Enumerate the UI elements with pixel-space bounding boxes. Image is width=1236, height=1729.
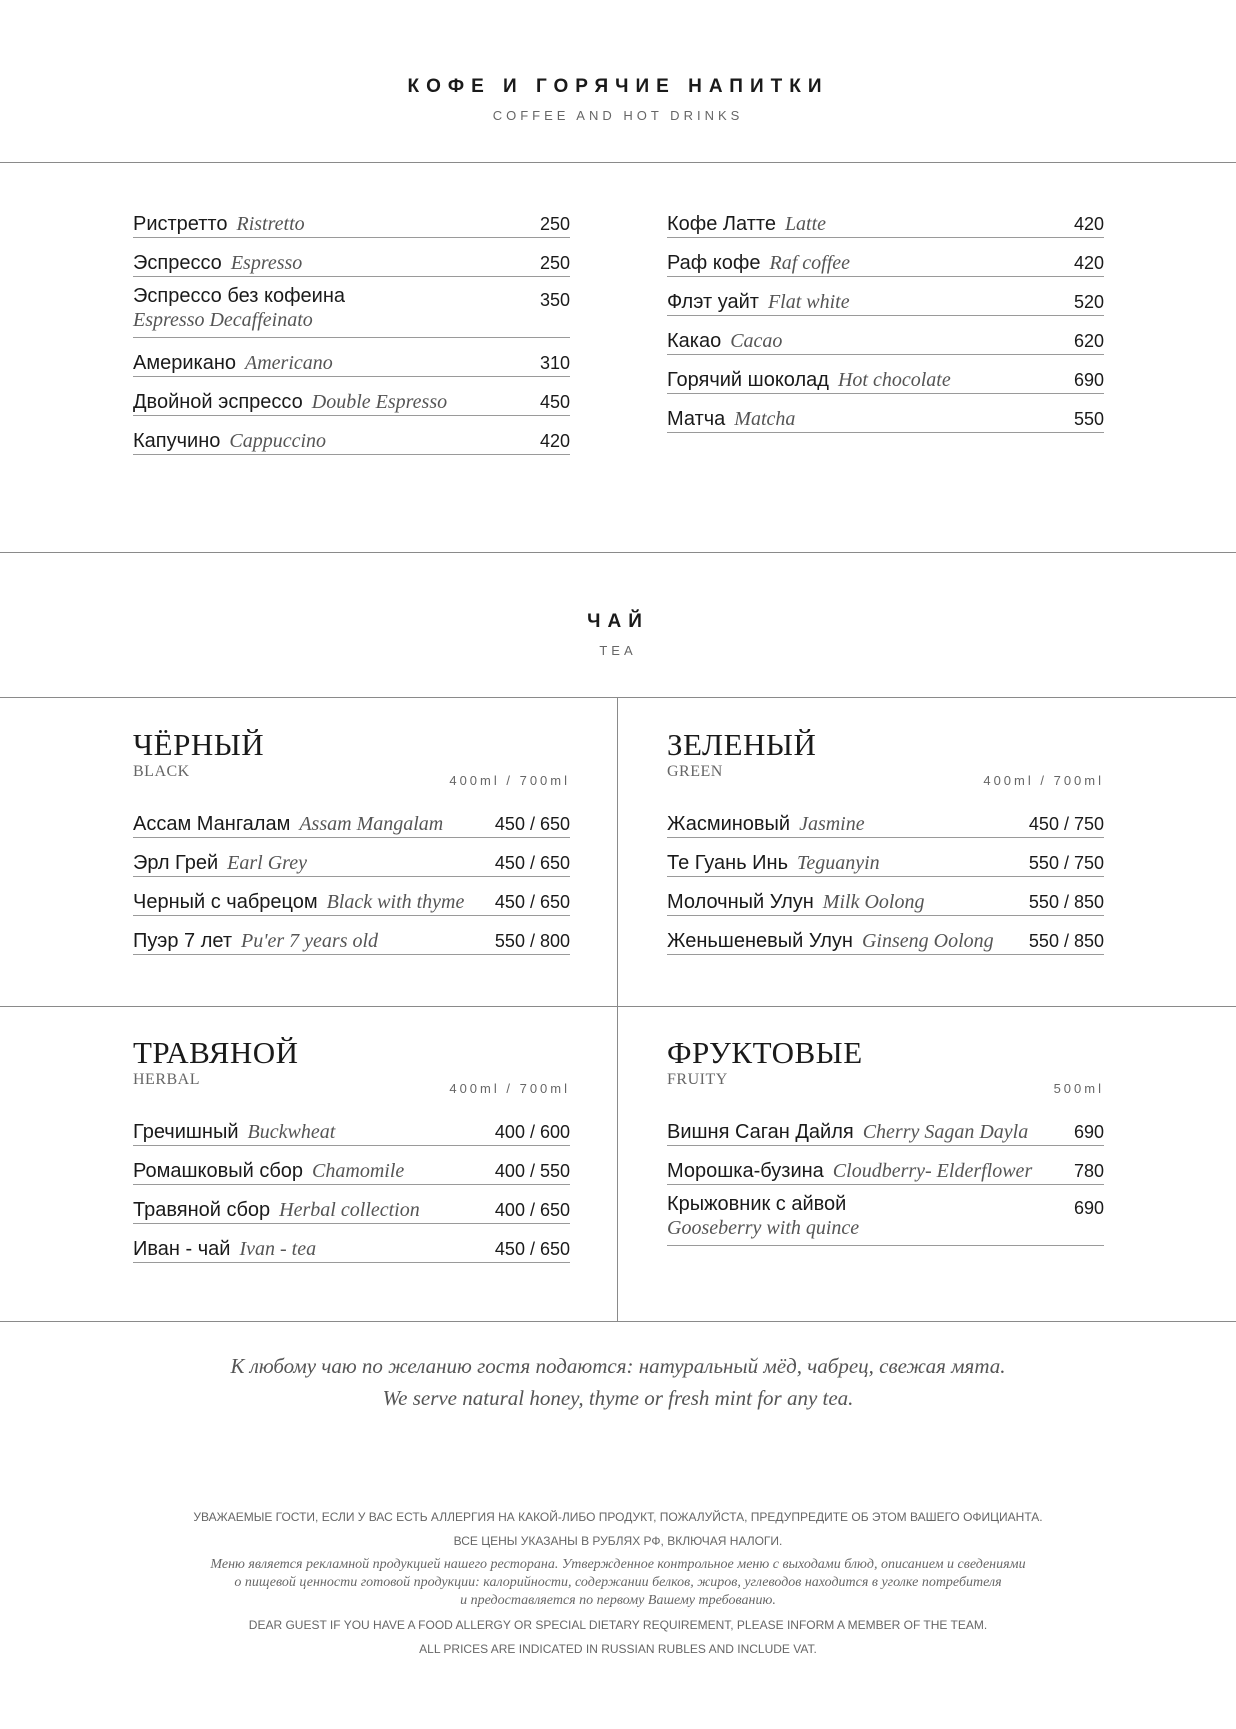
divider-top bbox=[0, 162, 1236, 163]
menu-item-price: 780 bbox=[1073, 1161, 1104, 1181]
menu-item-name-ru: Эспрессо без кофеина bbox=[133, 285, 346, 307]
menu-item-name-en: Cappuccino bbox=[229, 430, 327, 452]
menu-item bbox=[667, 799, 1104, 838]
tea-header bbox=[0, 611, 1236, 658]
footer-legal-ru-line: Меню является рекламной продукцией нашего ресторана. Утвержденное контрольное меню с выходами блюд, описанием и сведениями bbox=[210, 1557, 1026, 1572]
menu-item-name-ru: Ристретто bbox=[133, 213, 228, 235]
menu-item bbox=[667, 916, 1104, 955]
menu-item-price: 420 bbox=[539, 431, 570, 451]
menu-item-name-ru: Гречишный bbox=[133, 1121, 239, 1143]
menu-item-name-en: Milk Oolong bbox=[822, 891, 925, 913]
menu-item-name-en: Cherry Sagan Dayla bbox=[862, 1121, 1029, 1143]
menu-item-price: 550 / 750 bbox=[1028, 853, 1104, 873]
category-herbal bbox=[133, 1037, 570, 1263]
menu-item-price: 450 / 650 bbox=[494, 814, 570, 834]
menu-item-price: 450 / 650 bbox=[494, 892, 570, 912]
divider-coffee-tea bbox=[0, 552, 1236, 553]
divider-tea-vertical bbox=[617, 697, 618, 1322]
category-size: 400ml / 700ml bbox=[983, 773, 1104, 788]
menu-item-price: 250 bbox=[539, 253, 570, 273]
footer-legal-ru bbox=[120, 1556, 1116, 1610]
menu-item bbox=[667, 1146, 1104, 1185]
footer-prices-ru: ВСЕ ЦЕНЫ УКАЗАНЫ В РУБЛЯХ РФ, ВКЛЮЧАЯ НАЛОГИ. bbox=[453, 1534, 783, 1548]
menu-item-price: 690 bbox=[1073, 1122, 1104, 1142]
footer-legal-ru-line: и предоставляется по первому Вашему требованию. bbox=[460, 1593, 776, 1608]
menu-item-name-en: Jasmine bbox=[799, 813, 865, 835]
menu-item bbox=[667, 838, 1104, 877]
tea-extras-note bbox=[0, 1350, 1236, 1414]
menu-item-name-ru: Раф кофе bbox=[667, 252, 761, 274]
menu-item-price: 690 bbox=[1073, 370, 1104, 390]
menu-item bbox=[133, 377, 570, 416]
menu-item-name-en: Buckwheat bbox=[247, 1121, 336, 1143]
footer bbox=[120, 1505, 1116, 1661]
menu-item-name-en: Assam Mangalam bbox=[299, 813, 444, 835]
menu-item-name-en: Pu'er 7 years old bbox=[241, 930, 379, 952]
footer-prices-en: ALL PRICES ARE INDICATED IN RUSSIAN RUBLES AND INCLUDE VAT. bbox=[419, 1642, 817, 1656]
menu-item-name-ru: Травяной сбор bbox=[133, 1199, 271, 1221]
menu-item-name-ru: Молочный Улун bbox=[667, 891, 814, 913]
menu-item-name-en: Double Espresso bbox=[311, 391, 448, 413]
category-size: 400ml / 700ml bbox=[449, 773, 570, 788]
menu-item bbox=[667, 1185, 1104, 1246]
menu-item-name-ru: Женьшеневый Улун bbox=[667, 930, 853, 952]
tea-extras-note-en: We serve natural honey, thyme or fresh mint for any tea. bbox=[382, 1386, 854, 1410]
menu-item bbox=[133, 877, 570, 916]
menu-item-price: 450 / 750 bbox=[1028, 814, 1104, 834]
menu-item-price: 550 bbox=[1073, 409, 1104, 429]
menu-item-name-en: Chamomile bbox=[312, 1160, 405, 1182]
menu-item bbox=[133, 1107, 570, 1146]
fruity-tea-list bbox=[667, 1107, 1104, 1246]
menu-item-price: 550 / 850 bbox=[1028, 931, 1104, 951]
category-title: ФРУКТОВЫЕ bbox=[667, 1035, 863, 1070]
category-title: ЗЕЛЕНЫЙ bbox=[667, 727, 817, 762]
coffee-title: КОФЕ И ГОРЯЧИЕ НАПИТКИ bbox=[407, 76, 829, 97]
menu-item-name-en: Cacao bbox=[730, 330, 783, 352]
menu-item-name-en: Black with thyme bbox=[326, 891, 465, 913]
menu-item-name-ru: Капучино bbox=[133, 430, 221, 452]
divider-tea-middle bbox=[0, 1006, 1236, 1007]
menu-item-name-ru: Какао bbox=[667, 330, 722, 352]
tea-subtitle: TEA bbox=[599, 643, 637, 658]
menu-item-name-ru: Ассам Мангалам bbox=[133, 813, 291, 835]
menu-item-name-ru: Эрл Грей bbox=[133, 852, 219, 874]
menu-item-price: 550 / 850 bbox=[1028, 892, 1104, 912]
menu-item-name-ru: Кофе Латте bbox=[667, 213, 776, 235]
menu-item bbox=[133, 238, 570, 277]
menu-item-name-en: Teguanyin bbox=[797, 852, 880, 874]
menu-item-name-en: Latte bbox=[784, 213, 827, 235]
menu-item-name-en: Americano bbox=[245, 352, 333, 374]
menu-item-price: 350 bbox=[539, 290, 570, 310]
coffee-subtitle: COFFEE AND HOT DRINKS bbox=[492, 108, 744, 123]
category-subtitle: HERBAL bbox=[133, 1071, 200, 1088]
menu-item-price: 690 bbox=[1073, 1198, 1104, 1218]
menu-item-price: 620 bbox=[1073, 331, 1104, 351]
category-green bbox=[667, 729, 1104, 955]
menu-item-price: 400 / 650 bbox=[494, 1200, 570, 1220]
menu-item-price: 450 / 650 bbox=[494, 1239, 570, 1259]
category-fruity bbox=[667, 1037, 1104, 1246]
menu-item-name-ru: Морошка-бузина bbox=[667, 1160, 824, 1182]
menu-item-name-en: Ivan - tea bbox=[239, 1238, 317, 1260]
category-subtitle: BLACK bbox=[133, 763, 190, 780]
menu-item-name-en: Flat white bbox=[767, 291, 850, 313]
menu-item-price: 310 bbox=[539, 353, 570, 373]
tea-extras-note-ru: К любому чаю по желанию гостя подаются: натуральный мёд, чабрец, свежая мята. bbox=[230, 1354, 1006, 1378]
menu-item-name-ru: Крыжовник с айвой bbox=[667, 1193, 847, 1215]
menu-item-name-ru: Жасминовый bbox=[667, 813, 791, 835]
menu-item-name-ru: Горячий шоколад bbox=[667, 369, 829, 391]
category-title: ТРАВЯНОЙ bbox=[133, 1035, 299, 1070]
menu-item bbox=[667, 1107, 1104, 1146]
footer-legal-ru-line: о пищевой ценности готовой продукции: калорийности, содержании белков, жиров, углеводов находится в уголке потребителя bbox=[234, 1575, 1002, 1590]
divider-tea-bottom bbox=[0, 1321, 1236, 1322]
menu-item-name-ru: Те Гуань Инь bbox=[667, 852, 789, 874]
menu-item bbox=[667, 355, 1104, 394]
menu-item-name-ru: Иван - чай bbox=[133, 1238, 231, 1260]
footer-allergy-ru: УВАЖАЕМЫЕ ГОСТИ, ЕСЛИ У ВАС ЕСТЬ АЛЛЕРГИЯ НА КАКОЙ-ЛИБО ПРОДУКТ, ПОЖАЛУЙСТА, ПРЕДУПРЕДИТЕ ОБ ЭТОМ ВАШЕГО ОФИЦИАНТА. bbox=[193, 1510, 1043, 1524]
menu-item-price: 420 bbox=[1073, 214, 1104, 234]
black-tea-list bbox=[133, 799, 570, 955]
menu-item-price: 400 / 550 bbox=[494, 1161, 570, 1181]
menu-item-price: 450 bbox=[539, 392, 570, 412]
menu-item-name-en: Raf coffee bbox=[769, 252, 851, 274]
menu-item-price: 420 bbox=[1073, 253, 1104, 273]
menu-item-name-en: Earl Grey bbox=[227, 852, 307, 874]
tea-title: ЧАЙ bbox=[587, 611, 649, 632]
category-black bbox=[133, 729, 570, 955]
menu-item-name-en: Ginseng Oolong bbox=[861, 930, 994, 952]
category-subtitle: FRUITY bbox=[667, 1071, 728, 1088]
menu-item-price: 400 / 600 bbox=[494, 1122, 570, 1142]
menu-item bbox=[133, 799, 570, 838]
herbal-tea-list bbox=[133, 1107, 570, 1263]
menu-item-name-ru: Флэт уайт bbox=[667, 291, 759, 313]
menu-item bbox=[667, 394, 1104, 433]
category-subtitle: GREEN bbox=[667, 763, 723, 780]
menu-item-price: 250 bbox=[539, 214, 570, 234]
divider-tea-top bbox=[0, 697, 1236, 698]
coffee-header bbox=[0, 76, 1236, 123]
menu-item-price: 550 / 800 bbox=[494, 931, 570, 951]
menu-item bbox=[667, 238, 1104, 277]
menu-item bbox=[133, 1146, 570, 1185]
menu-item-name-en: Herbal collection bbox=[279, 1199, 420, 1221]
menu-item bbox=[667, 277, 1104, 316]
menu-item bbox=[133, 916, 570, 955]
coffee-list-right bbox=[667, 199, 1104, 433]
category-title: ЧЁРНЫЙ bbox=[133, 727, 265, 762]
menu-item bbox=[133, 1224, 570, 1263]
menu-item bbox=[667, 877, 1104, 916]
menu-item-name-en: Gooseberry with quince bbox=[667, 1217, 860, 1239]
menu-item bbox=[667, 199, 1104, 238]
menu-item-name-ru: Ромашковый сбор bbox=[133, 1160, 304, 1182]
menu-item bbox=[133, 1185, 570, 1224]
menu-item bbox=[133, 199, 570, 238]
category-size: 400ml / 700ml bbox=[449, 1081, 570, 1096]
menu-item-price: 450 / 650 bbox=[494, 853, 570, 873]
footer-allergy-en: DEAR GUEST IF YOU HAVE A FOOD ALLERGY OR SPECIAL DIETARY REQUIREMENT, PLEASE INFORM A MEMBER OF THE TEAM. bbox=[248, 1618, 988, 1632]
coffee-list-left bbox=[133, 199, 570, 455]
menu-item-price: 520 bbox=[1073, 292, 1104, 312]
menu-item-name-ru: Черный с чабрецом bbox=[133, 891, 318, 913]
menu-item-name-en: Ristretto bbox=[236, 213, 305, 235]
green-tea-list bbox=[667, 799, 1104, 955]
menu-item-name-ru: Вишня Саган Дайля bbox=[667, 1121, 854, 1143]
menu-item bbox=[667, 316, 1104, 355]
menu-item-name-ru: Американо bbox=[133, 352, 236, 374]
menu-item-name-en: Espresso bbox=[230, 252, 303, 274]
menu-item-name-ru: Двойной эспрессо bbox=[133, 391, 303, 413]
menu-item-name-en: Cloudberry- Elderflower bbox=[832, 1160, 1033, 1182]
menu-item bbox=[133, 416, 570, 455]
menu-item bbox=[133, 277, 570, 338]
menu-item-name-en: Hot chocolate bbox=[837, 369, 951, 391]
menu-item-name-ru: Эспрессо bbox=[133, 252, 222, 274]
menu-item-name-ru: Пуэр 7 лет bbox=[133, 930, 233, 952]
menu-item-name-en: Matcha bbox=[734, 408, 796, 430]
category-size: 500ml bbox=[1053, 1081, 1104, 1096]
menu-item bbox=[133, 838, 570, 877]
menu-item-name-ru: Матча bbox=[667, 408, 726, 430]
menu-item-name-en: Espresso Decaffeinato bbox=[133, 309, 313, 331]
menu-item bbox=[133, 338, 570, 377]
